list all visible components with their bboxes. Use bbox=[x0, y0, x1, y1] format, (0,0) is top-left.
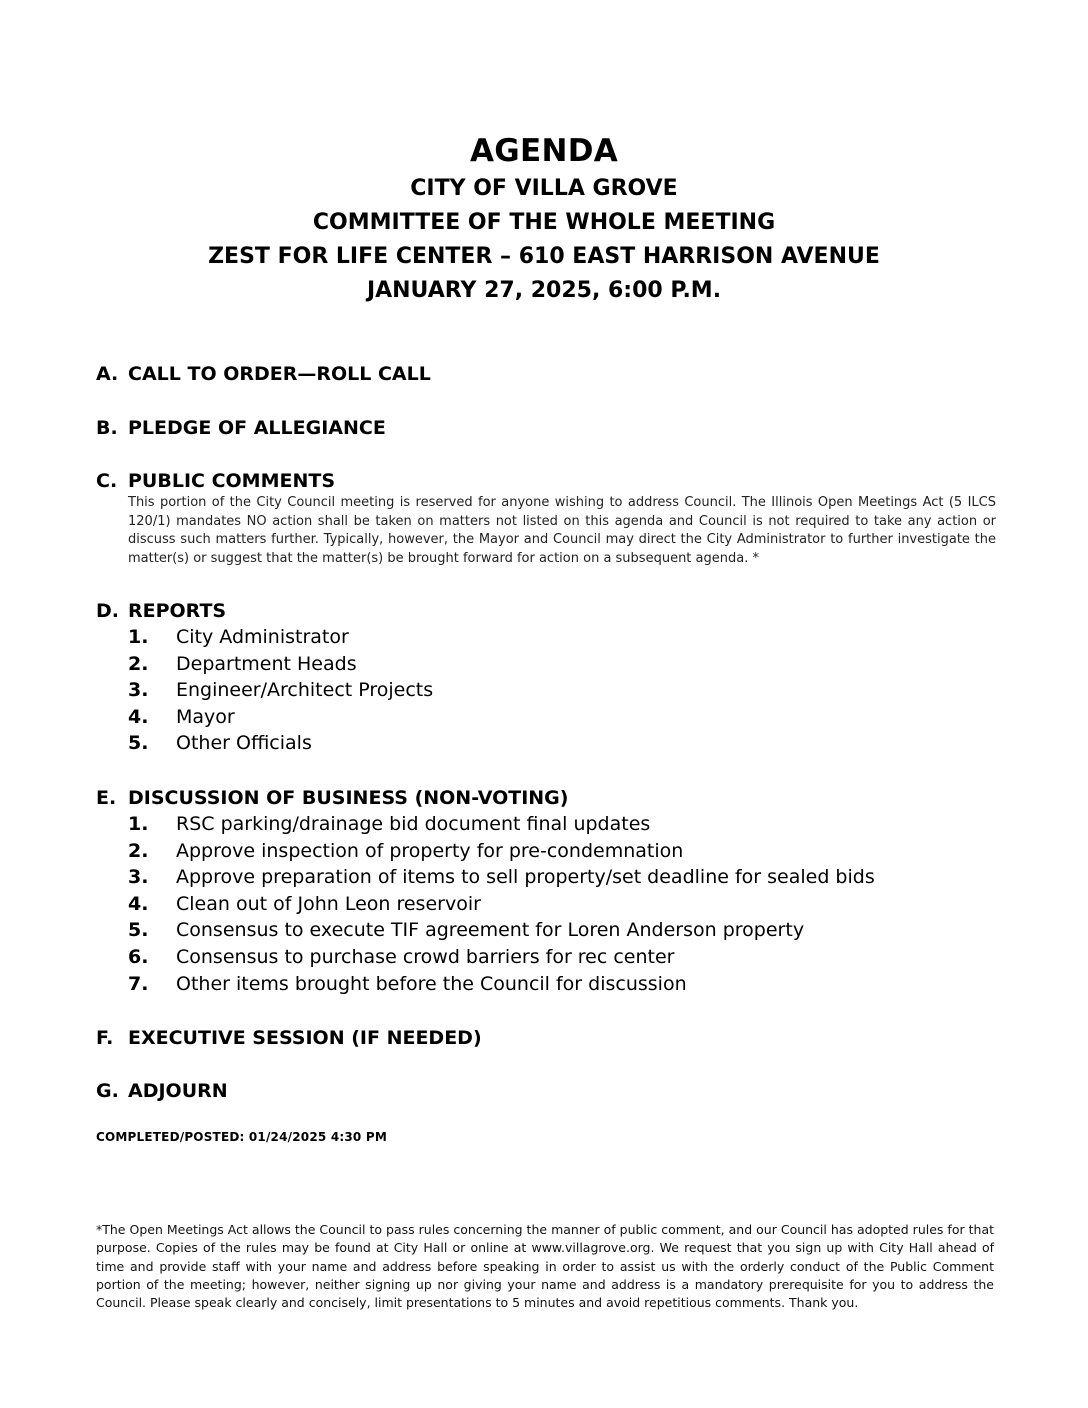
section-title: PUBLIC COMMENTS bbox=[128, 470, 336, 492]
section-reports bbox=[96, 598, 996, 757]
item-text: Engineer/Architect Projects bbox=[176, 679, 434, 702]
meeting-type: COMMITTEE OF THE WHOLE MEETING bbox=[312, 210, 776, 235]
section-discussion-of-business bbox=[96, 785, 996, 997]
section-public-comments bbox=[96, 468, 996, 568]
item-number: 4. bbox=[128, 892, 149, 915]
section-letter: A. bbox=[96, 363, 119, 385]
section-heading bbox=[96, 415, 996, 441]
item-text: Consensus to execute TIF agreement for Loren Anderson property bbox=[176, 919, 805, 942]
item-number: 1. bbox=[128, 626, 149, 648]
agenda-title: AGENDA bbox=[469, 133, 619, 169]
section-heading bbox=[96, 1078, 996, 1104]
section-heading bbox=[96, 1025, 996, 1051]
section-letter: G. bbox=[96, 1080, 119, 1102]
section-adjourn bbox=[96, 1078, 996, 1104]
item-text: Approve preparation of items to sell property/set deadline for sealed bids bbox=[176, 866, 875, 889]
list-item bbox=[128, 838, 996, 865]
section-title: ADJOURN bbox=[128, 1080, 228, 1102]
section-letter: F. bbox=[96, 1027, 114, 1049]
item-text: Consensus to purchase crowd barriers for rec center bbox=[176, 945, 675, 968]
item-number: 7. bbox=[128, 972, 149, 995]
list-item bbox=[128, 971, 996, 998]
section-title: EXECUTIVE SESSION (IF NEEDED) bbox=[128, 1027, 482, 1049]
section-letter: B. bbox=[96, 417, 118, 439]
list-item bbox=[128, 811, 996, 838]
item-number: 1. bbox=[128, 813, 149, 835]
list-item bbox=[128, 651, 996, 678]
item-text: Approve inspection of property for pre-condemnation bbox=[176, 839, 684, 862]
item-text: Other items brought before the Council for discussion bbox=[176, 972, 687, 995]
item-text: RSC parking/drainage bid document final updates bbox=[176, 813, 651, 835]
section-pledge bbox=[96, 415, 996, 441]
list-item bbox=[128, 624, 996, 651]
list-item bbox=[128, 864, 996, 891]
section-heading bbox=[96, 785, 996, 811]
item-number: 6. bbox=[128, 945, 149, 968]
posted-timestamp: COMPLETED/POSTED: 01/24/2025 4:30 PM bbox=[96, 1130, 387, 1144]
meeting-location: ZEST FOR LIFE CENTER – 610 EAST HARRISON AVENUE bbox=[208, 244, 880, 269]
open-meetings-footnote: *The Open Meetings Act allows the Council to pass rules concerning the manner of public comment, and our Council has adopted rules for that purpose. Copies of the rules may be found at City Hall or online at www.villagrove.org. We request that you sign up with City Hall ahead of time and provide staff with your name and address before speaking in order to assist us with the orderly conduct of the Public Comment portion of the meeting; however, neither signing up nor giving your name and address is a mandatory prerequisite for you to address the Council. Please speak clearly and concisely, limit presentations to 5 minutes and avoid repetitious comments. Thank you. bbox=[96, 1222, 994, 1311]
public-comments-description: This portion of the City Council meeting is reserved for anyone wishing to address Council. The Illinois Open Meetings Act (5 ILCS 120/1) mandates NO action shall be taken on matters not listed on this agenda and Council is not required to take any action or discuss such matters further. Typically, however, the Mayor and Council may direct the City Administrator to further investigate the matter(s) or suggest that the matter(s) be brought forward for action on a subsequent agenda. * bbox=[128, 495, 996, 566]
item-text: Department Heads bbox=[176, 652, 357, 675]
section-letter: E. bbox=[96, 787, 117, 809]
item-text: City Administrator bbox=[176, 626, 349, 648]
agenda-header bbox=[0, 130, 1088, 308]
item-number: 5. bbox=[128, 919, 149, 942]
section-title: CALL TO ORDER—ROLL CALL bbox=[128, 363, 431, 385]
item-number: 2. bbox=[128, 839, 149, 862]
item-number: 5. bbox=[128, 732, 149, 755]
section-title: PLEDGE OF ALLEGIANCE bbox=[128, 417, 386, 439]
city-name: CITY OF VILLA GROVE bbox=[410, 176, 678, 201]
section-executive-session bbox=[96, 1025, 996, 1051]
meeting-date-time: JANUARY 27, 2025, 6:00 P.M. bbox=[366, 278, 722, 303]
item-number: 3. bbox=[128, 866, 149, 889]
item-text: Mayor bbox=[176, 705, 235, 728]
list-item bbox=[128, 917, 996, 944]
list-item bbox=[128, 677, 996, 704]
list-item bbox=[128, 944, 996, 971]
reports-list bbox=[128, 624, 996, 757]
section-title: REPORTS bbox=[128, 600, 227, 622]
section-call-to-order bbox=[96, 361, 996, 387]
section-heading bbox=[96, 361, 996, 387]
section-heading bbox=[96, 598, 996, 624]
section-heading bbox=[96, 468, 996, 494]
section-letter: D. bbox=[96, 600, 119, 622]
item-number: 4. bbox=[128, 705, 149, 728]
item-text: Other Officials bbox=[176, 732, 312, 755]
discussion-list bbox=[128, 811, 996, 997]
item-text: Clean out of John Leon reservoir bbox=[176, 892, 481, 915]
list-item bbox=[128, 891, 996, 918]
list-item bbox=[128, 730, 996, 757]
list-item bbox=[128, 704, 996, 731]
item-number: 2. bbox=[128, 652, 149, 675]
item-number: 3. bbox=[128, 679, 149, 702]
section-title: DISCUSSION OF BUSINESS (NON-VOTING) bbox=[128, 787, 569, 809]
section-letter: C. bbox=[96, 470, 118, 492]
